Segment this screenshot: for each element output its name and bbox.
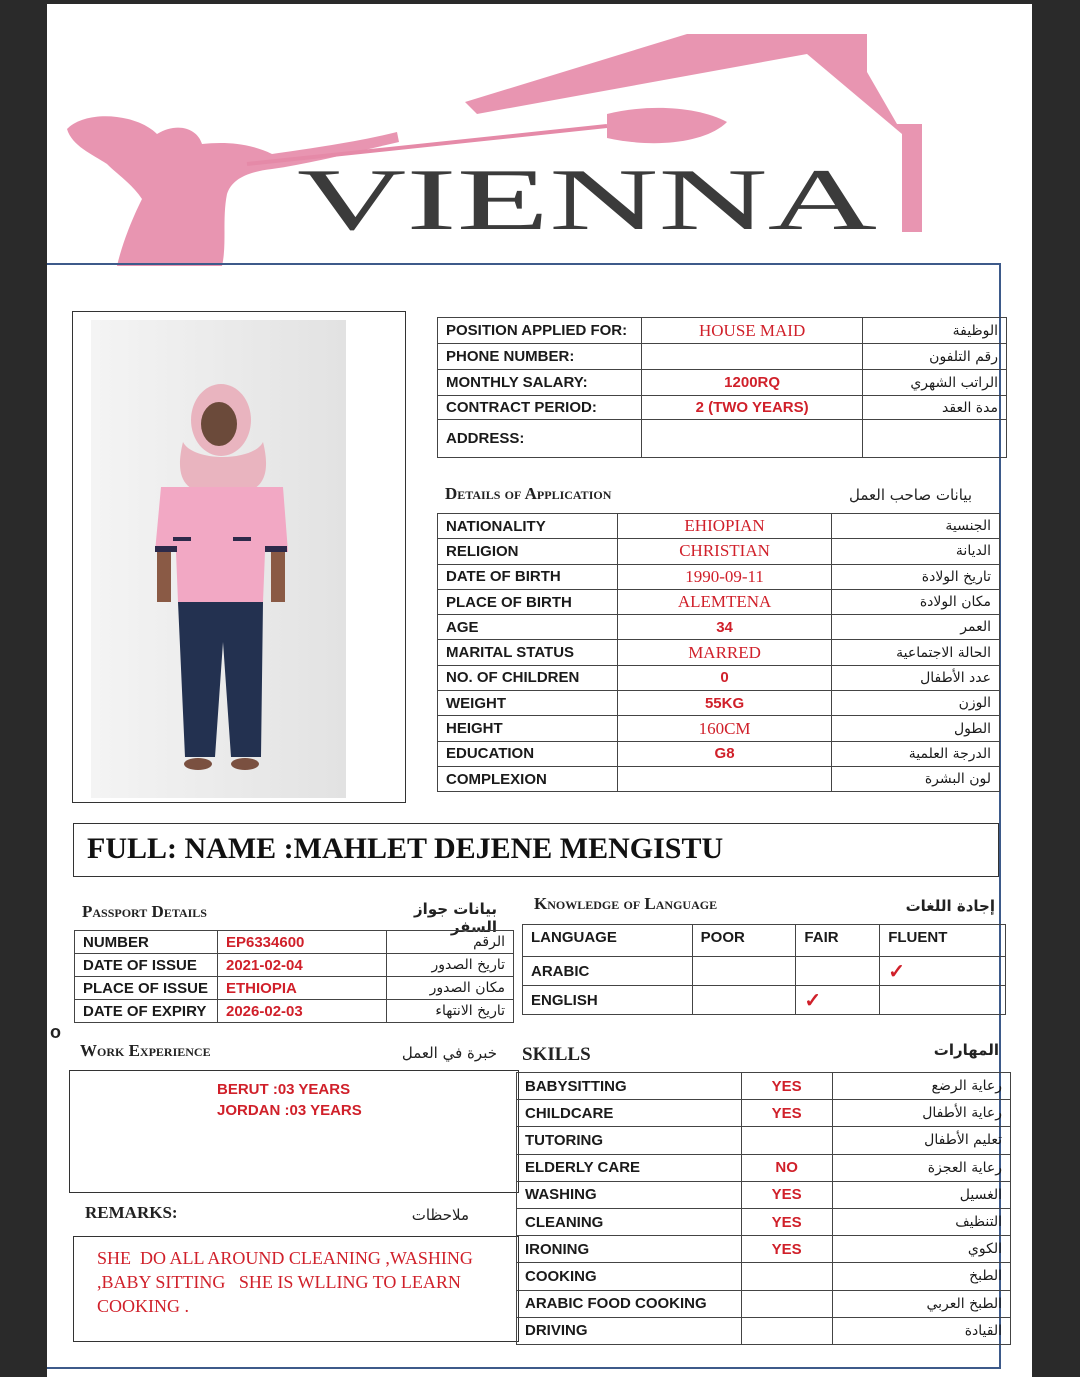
skill-label-ar: رعاية الرضع [832,1073,1010,1100]
field-label: POSITION APPLIED FOR: [438,318,642,344]
field-value: HOUSE MAID [641,318,862,344]
detail-label-ar: الجنسية [832,514,1000,539]
language-name: ARABIC [523,957,693,986]
passport-label: DATE OF EXPIRY [75,1000,218,1023]
table-row [517,1290,1011,1317]
skill-label: IRONING [517,1236,742,1263]
skill-label-ar: التنظيف [832,1208,1010,1235]
detail-value: ALEMTENA [617,589,831,614]
skills-table [516,1072,1011,1345]
field-label: CONTRACT PERIOD: [438,396,642,420]
field-value [641,344,862,370]
table-row [523,925,1006,957]
skill-label-ar: الكوي [832,1236,1010,1263]
skills-heading-ar: المهارات [933,1041,999,1059]
table-row [517,1127,1011,1154]
broom-head [607,108,727,143]
logo-text: VIENNA [297,152,877,249]
passport-value: 2026-02-03 [217,1000,386,1023]
photo-frame [72,311,406,803]
field-value: 2 (TWO YEARS) [641,396,862,420]
detail-label-ar: الديانة [832,539,1000,564]
vienna-logo [47,4,1032,266]
skill-value: YES [741,1181,832,1208]
table-row [517,1236,1011,1263]
detail-label: NO. OF CHILDREN [438,665,618,690]
language-header: POOR [692,925,796,957]
detail-label: COMPLEXION [438,766,618,791]
skill-label-ar: رعاية الأطفال [832,1100,1010,1127]
skill-value [741,1127,832,1154]
passport-label: DATE OF ISSUE [75,954,218,977]
detail-label-ar: الطول [832,716,1000,741]
detail-label-ar: لون البشرة [832,766,1000,791]
passport-value: 2021-02-04 [217,954,386,977]
skill-label-ar: القيادة [832,1317,1010,1344]
detail-label: HEIGHT [438,716,618,741]
table-row [523,957,1006,986]
passport-value: ETHIOPIA [217,977,386,1000]
skill-value [741,1290,832,1317]
table-row [517,1154,1011,1181]
field-label-ar: الوظيفة [863,318,1007,344]
detail-label-ar: الوزن [832,691,1000,716]
detail-value: 34 [617,615,831,640]
check-mark: ✓ [888,960,905,983]
field-label-ar: رقم التلفون [863,344,1007,370]
skill-label: BABYSITTING [517,1073,742,1100]
detail-label-ar: العمر [832,615,1000,640]
remarks-box [73,1236,519,1342]
skill-label: ARABIC FOOD COOKING [517,1290,742,1317]
passport-label-ar: تاريخ الصدور [387,954,514,977]
passport-label-ar: مكان الصدور [387,977,514,1000]
details-heading: Details of Application [445,484,612,503]
remarks-heading: REMARKS: [85,1203,178,1222]
table-row [75,1000,514,1023]
passport-heading-ar: بيانات جواز السفر [414,900,497,936]
skill-label-ar: الغسيل [832,1181,1010,1208]
skill-label-ar: تعليم الأطفال [832,1127,1010,1154]
detail-label-ar: عدد الأطفال [832,665,1000,690]
table-row [438,420,1007,458]
detail-value: MARRED [617,640,831,665]
language-header: FAIR [796,925,880,957]
language-name: ENGLISH [523,986,693,1015]
table-row [438,589,1000,614]
field-label: PHONE NUMBER: [438,344,642,370]
skill-label: CLEANING [517,1208,742,1235]
remarks-line: SHE DO ALL AROUND CLEANING ,WASHING [97,1248,473,1268]
detail-value: 160CM [617,716,831,741]
remarks-line: ,BABY SITTING SHE IS WLLING TO LEARN [97,1272,461,1292]
skill-value: YES [741,1073,832,1100]
skill-value: YES [741,1208,832,1235]
full-name: FULL: NAME :MAHLET DEJENE MENGISTU [87,832,724,865]
details-table [437,513,1000,792]
work-heading: Work Experience [80,1041,211,1060]
table-row [438,344,1007,370]
skill-label: DRIVING [517,1317,742,1344]
detail-label-ar: الدرجة العلمية [832,741,1000,766]
language-poor-cell [692,957,796,986]
table-row [438,741,1000,766]
skill-value [741,1263,832,1290]
full-name-box [73,823,999,877]
field-label: MONTHLY SALARY: [438,370,642,396]
stray-mark: o [50,1022,61,1042]
table-row [438,716,1000,741]
details-heading-ar: بيانات صاحب العمل [849,486,972,504]
table-row [438,615,1000,640]
job-table [437,317,1007,458]
passport-label-ar: الرقم [387,931,514,954]
field-label-ar: الراتب الشهري [863,370,1007,396]
cv-page [47,4,1032,1377]
detail-label: NATIONALITY [438,514,618,539]
work-line: JORDAN :03 YEARS [217,1102,362,1119]
skill-value: YES [741,1100,832,1127]
language-fluent-cell [880,986,1006,1015]
table-row [517,1181,1011,1208]
detail-label: EDUCATION [438,741,618,766]
skill-label: WASHING [517,1181,742,1208]
table-row [75,954,514,977]
detail-value: 0 [617,665,831,690]
skill-label-ar: رعاية العجزة [832,1154,1010,1181]
skill-label: ELDERLY CARE [517,1154,742,1181]
language-fair-cell [796,957,880,986]
detail-label-ar: تاريخ الولادة [832,564,1000,589]
work-box [69,1070,519,1193]
passport-label-ar: تاريخ الانتهاء [387,1000,514,1023]
table-row [75,977,514,1000]
skill-label: COOKING [517,1263,742,1290]
passport-value: EP6334600 [217,931,386,954]
table-row [75,931,514,954]
table-row [438,766,1000,791]
skill-value: YES [741,1236,832,1263]
detail-value: 1990-09-11 [617,564,831,589]
language-fair-cell [796,986,880,1015]
language-poor-cell [692,986,796,1015]
table-row [438,370,1007,396]
table-row [438,539,1000,564]
language-table [522,924,1006,1015]
table-row [517,1100,1011,1127]
detail-label-ar: الحالة الاجتماعية [832,640,1000,665]
table-row [438,514,1000,539]
skill-label: TUTORING [517,1127,742,1154]
detail-label-ar: مكان الولادة [832,589,1000,614]
field-label-ar: مدة العقد [863,396,1007,420]
detail-value: CHRISTIAN [617,539,831,564]
skill-value [741,1317,832,1344]
field-value [641,420,862,458]
table-row [438,564,1000,589]
check-mark: ✓ [804,989,822,1012]
candidate-photo [73,312,405,802]
detail-label: DATE OF BIRTH [438,564,618,589]
field-label: ADDRESS: [438,420,642,458]
language-heading: Knowledge of Language [534,894,718,913]
detail-label: RELIGION [438,539,618,564]
passport-label: PLACE OF ISSUE [75,977,218,1000]
skills-heading: SKILLS [522,1044,591,1065]
passport-label: NUMBER [75,931,218,954]
detail-label: AGE [438,615,618,640]
passport-table [74,930,514,1023]
table-row [438,665,1000,690]
field-value: 1200RQ [641,370,862,396]
detail-label: WEIGHT [438,691,618,716]
skill-value: NO [741,1154,832,1181]
detail-label: PLACE OF BIRTH [438,589,618,614]
work-line: BERUT :03 YEARS [217,1081,351,1098]
table-row [517,1263,1011,1290]
language-fluent-cell [880,957,1006,986]
table-row [517,1073,1011,1100]
detail-value [617,766,831,791]
table-row [517,1317,1011,1344]
remarks-heading-ar: ملاحظات [411,1206,469,1224]
language-header: FLUENT [880,925,1006,957]
detail-value: 55KG [617,691,831,716]
detail-value: G8 [617,741,831,766]
detail-label: MARITAL STATUS [438,640,618,665]
work-heading-ar: خبرة في العمل [401,1044,497,1062]
table-row [438,318,1007,344]
table-row [438,691,1000,716]
language-heading-ar: إجادة اللغات [905,897,995,915]
table-row [438,640,1000,665]
field-label-ar [863,420,1007,458]
remarks-line: COOKING . [97,1296,189,1316]
skill-label: CHILDCARE [517,1100,742,1127]
language-header: LANGUAGE [523,925,693,957]
passport-heading: Passport Details [82,902,207,921]
skill-label-ar: الطبخ [832,1263,1010,1290]
table-row [438,396,1007,420]
table-row [517,1208,1011,1235]
table-row [523,986,1006,1015]
skill-label-ar: الطبخ العربي [832,1290,1010,1317]
detail-value: EHIOPIAN [617,514,831,539]
